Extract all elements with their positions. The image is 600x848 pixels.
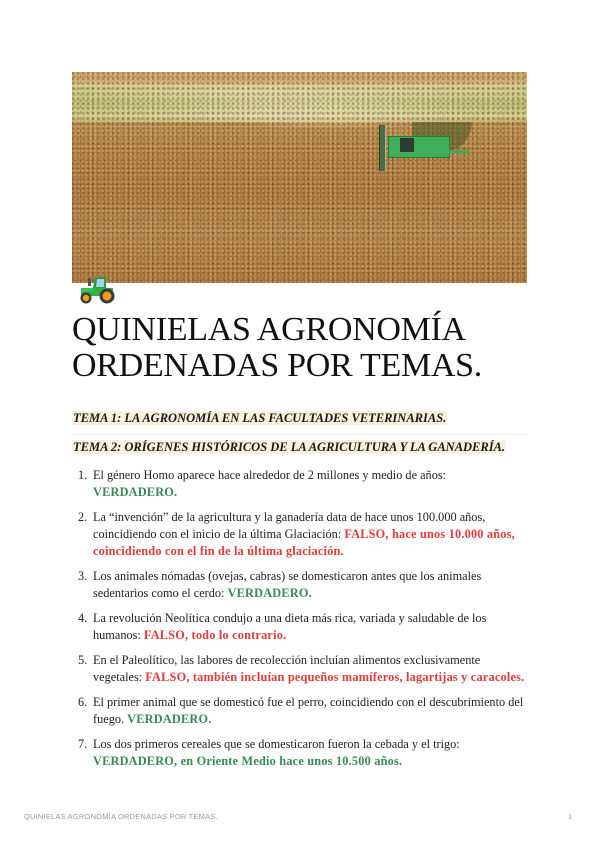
question-text: El primer animal que se domesticó fue el perro, coincidiendo con el descubrimiento del fuego. — [93, 695, 524, 726]
answer-true: VERDADERO. — [127, 712, 212, 726]
hero-image — [72, 72, 527, 283]
list-item — [72, 694, 528, 728]
answer-true: VERDADERO, en Oriente Medio hace unos 10.500 años. — [93, 754, 403, 768]
question-text: Los animales nómadas (ovejas, cabras) se domesticaron antes que los animales sedentarios como el cerdo: — [93, 569, 482, 600]
question-text: Los dos primeros cereales que se domesticaron fueron la cebada y el trigo: — [93, 737, 460, 751]
tractor-icon — [76, 276, 118, 304]
topic-heading-label: TEMA 2: ORÍGENES HISTÓRICOS DE LA AGRICULTURA Y LA GANADERÍA. — [73, 440, 506, 454]
answer-true: VERDADERO. — [93, 485, 178, 499]
item-number: 5. — [78, 653, 88, 667]
combine-spout — [444, 150, 470, 153]
item-number: 3. — [78, 569, 88, 583]
answer-false: FALSO, también incluían pequeños mamíferos, lagartijas y caracoles. — [145, 670, 525, 684]
answer-false: FALSO, todo lo contrario. — [143, 628, 287, 642]
list-item — [72, 652, 528, 686]
item-number: 7. — [78, 737, 88, 751]
combine-cab — [400, 138, 414, 152]
item-number: 4. — [78, 611, 88, 625]
combine-header-bar — [379, 125, 386, 171]
question-text: El género Homo aparece hace alrededor de 2 millones y medio de años: — [93, 468, 447, 482]
list-item — [72, 736, 528, 770]
answer-false: FALSO, hace unos 10.000 años, coincidiendo con el fin de la última glaciación. — [93, 527, 515, 558]
question-text: La revolución Neolítica condujo a una dieta más rica, variada y saludable de los humanos: — [93, 611, 487, 642]
wheat-texture — [72, 72, 527, 283]
question-text: La “invención” de la agricultura y la ganadería data de hace unos 100.000 años, coincidiendo con el inicio de la última Glaciación: — [93, 510, 486, 541]
question-text: En el Paleolítico, las labores de recolección incluían alimentos exclusivamente vegetales: — [93, 653, 481, 684]
list-item — [72, 467, 528, 501]
list-item — [72, 509, 528, 560]
list-item — [72, 610, 528, 644]
answer-true: VERDADERO. — [227, 586, 312, 600]
question-list — [72, 467, 528, 778]
item-number: 1. — [78, 468, 88, 482]
footer-title: QUINIELAS AGRONOMÍA ORDENADAS POR TEMAS. — [24, 812, 218, 821]
divider — [72, 434, 528, 435]
page-number: 1 — [568, 812, 573, 821]
topic-heading-label: TEMA 1: LA AGRONOMÍA EN LAS FACULTADES VETERINARIAS. — [73, 411, 447, 425]
combine-harvester-icon — [388, 136, 450, 158]
item-number: 2. — [78, 510, 88, 524]
item-number: 6. — [78, 695, 88, 709]
list-item — [72, 568, 528, 602]
page-title: QUINIELAS AGRONOMÍA ORDENADAS POR TEMAS. — [72, 311, 482, 384]
topic-heading-2 — [72, 440, 506, 455]
topic-heading-1 — [72, 411, 447, 426]
